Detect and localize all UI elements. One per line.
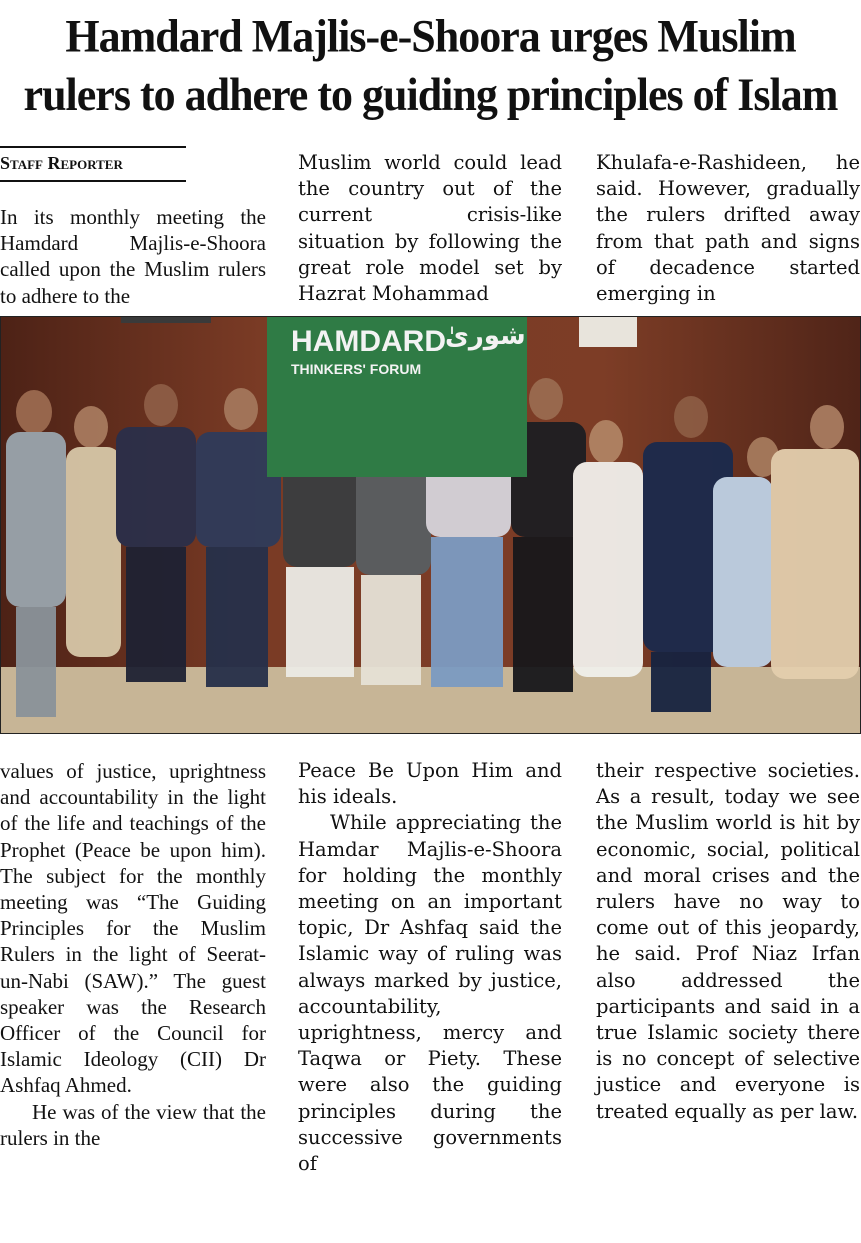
column-1-bottom-paragraph-2: He was of the view that the rulers in the xyxy=(0,1099,266,1150)
headline xyxy=(0,7,861,125)
column-3-bottom-paragraph-1: their respective societies. As a result, today we see the Muslim world is hit by economic, social, political and moral crises and the rulers have no way to come out of this jeopardy, he said. Prof Niaz Irfan also addressed the participants and said in a true Islamic society there is no concept of selective justice and everyone is treated equally as per law. xyxy=(596,759,860,1123)
column-2-top-text: Muslim world could lead the country out of the current crisis-like situation by following the great role model set by Hazrat Mohammad xyxy=(298,151,562,306)
column-3-top-text: Khulafa-e-Rashideen, he said. However, gradually the rulers drifted away from that path and signs of decadence started emerging in xyxy=(596,151,860,306)
banner-urdu: شوریٰ xyxy=(445,321,526,351)
banner-subtitle: THINKERS' FORUM xyxy=(291,361,422,377)
column-2-top xyxy=(298,150,562,308)
banner-title: HAMDARD xyxy=(291,325,446,358)
column-3-top xyxy=(596,150,860,308)
byline: Staff Reporter xyxy=(0,146,186,182)
column-1-bottom xyxy=(0,758,266,1151)
forum-banner xyxy=(267,317,527,477)
column-1-top xyxy=(0,204,266,308)
column-2-bottom-paragraph-1: Peace Be Upon Him and his ideals. xyxy=(298,759,562,809)
group-photo xyxy=(0,316,861,734)
column-2-bottom-paragraph-2: While appreciating the Hamdar Majlis-e-Shoora for holding the monthly meeting on an important topic, Dr Ashfaq said the Islamic way of ruling was always marked by justice, accountability, uprightness, mercy and Taqwa or Piety. These were also the guiding principles during the successive governments of xyxy=(298,811,562,1176)
column-3-bottom xyxy=(596,758,860,1125)
headline-line-2: rulers to adhere to guiding principles of Islam xyxy=(23,69,838,121)
column-2-bottom xyxy=(298,758,562,1177)
headline-line-1: Hamdard Majlis-e-Shoora urges Muslim xyxy=(65,10,796,62)
column-1-top-text: In its monthly meeting the Hamdard Majlis-e-Shoora called upon the Muslim rulers to adhere to the xyxy=(0,205,266,308)
column-1-bottom-paragraph-1: values of justice, uprightness and accountability in the light of the life and teachings of the Prophet (Peace be upon him). The subject for the monthly meeting was “The Guiding Principles for the Muslim Rulers in the light of Seerat-un-Nabi (SAW).” The guest speaker was the Research Officer of the Council for Islamic Ideology (CII) Dr Ashfaq Ahmed. xyxy=(0,759,266,1098)
